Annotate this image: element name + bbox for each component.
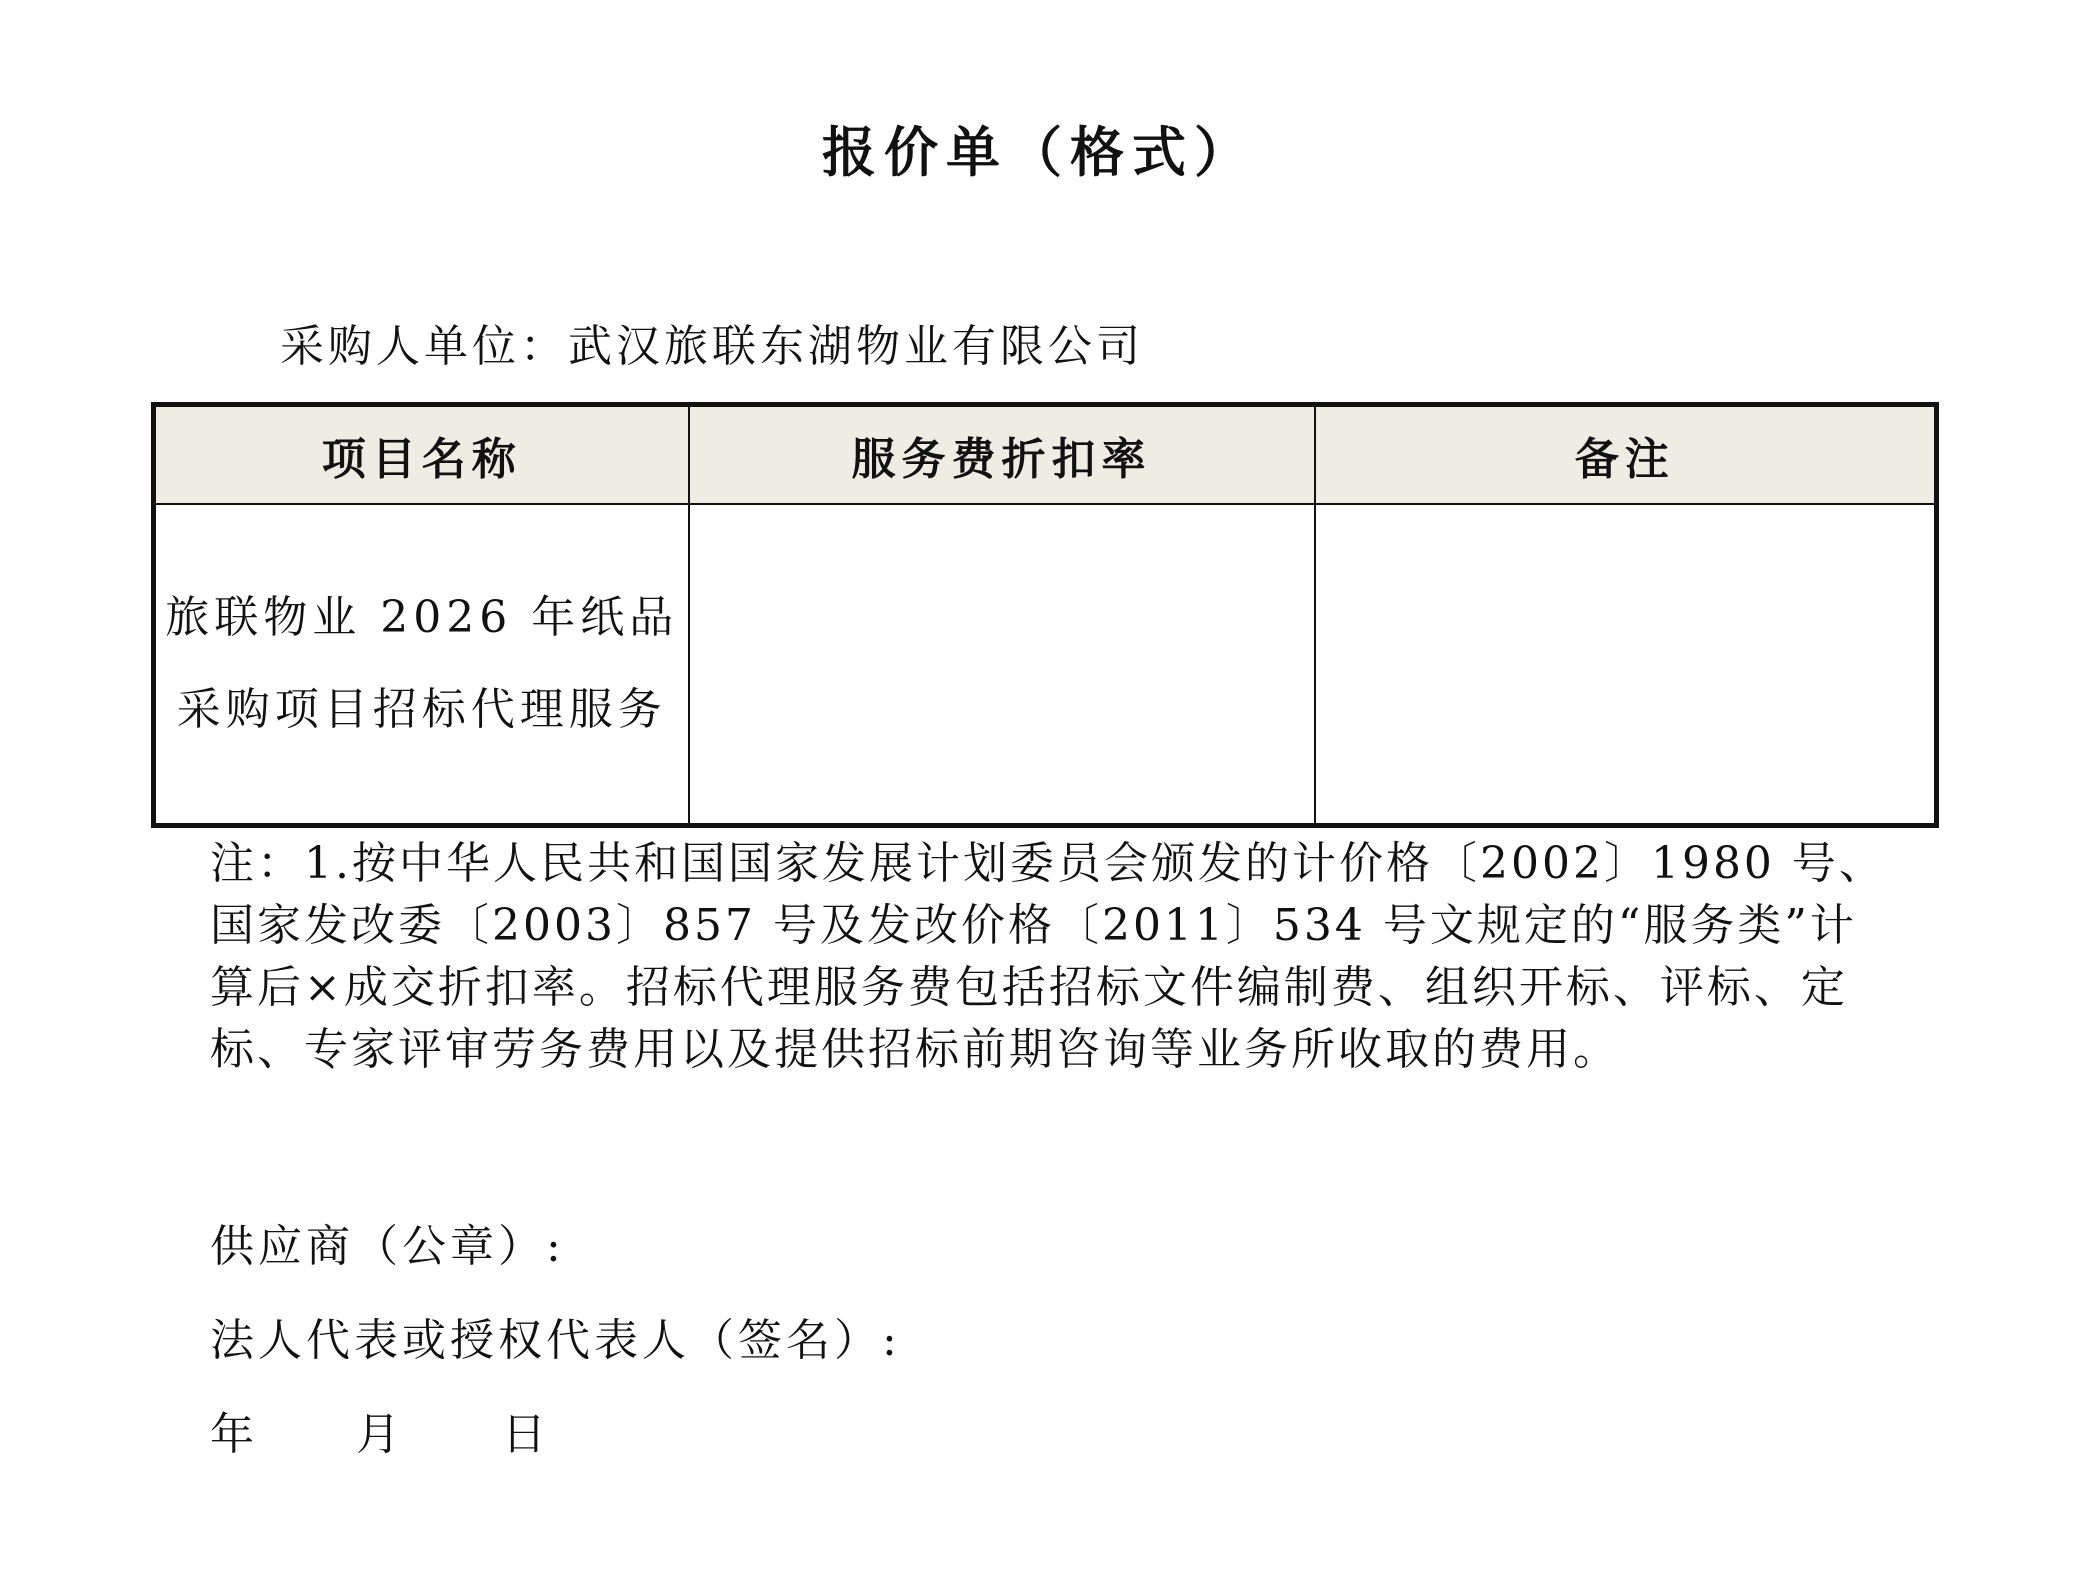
header-project-name: 项目名称 [154, 405, 689, 505]
header-discount-rate: 服务费折扣率 [689, 405, 1315, 505]
table-header-row [154, 405, 1937, 505]
fee-note: 注：1.按中华人民共和国国家发展计划委员会颁发的计价格〔2002〕1980 号、国家发改委〔2003〕857 号及发改价格〔2011〕534 号文规定的“服务类”计算后×成交折扣率。招标代理服务费包括招标文件编制费、组织开标、评标、定标、专家评审劳务费用以及提供招标前期咨询等业务所收取的费用。 [210, 838, 1886, 1075]
representative-signature-line: 法人代表或授权代表人（签名）: [210, 1315, 901, 1366]
document-title: 报价单（格式） [822, 121, 1256, 184]
date-line [210, 1398, 648, 1462]
quote-table [151, 402, 1939, 828]
purchaser-unit: 采购人单位：武汉旅联东湖物业有限公司 [280, 321, 1144, 372]
project-name-line2: 采购项目招标代理服务 [176, 684, 667, 735]
table-row [154, 504, 1937, 826]
date-year: 年 [210, 1409, 254, 1460]
header-remark: 备注 [1315, 405, 1937, 505]
discount-rate-cell[interactable] [689, 504, 1315, 826]
supplier-seal-line: 供应商（公章）: [210, 1221, 565, 1272]
date-month: 月 [356, 1409, 400, 1460]
project-name-line1: 旅联物业 2026 年纸品 [165, 592, 679, 643]
project-name-cell [154, 504, 689, 826]
remark-cell[interactable] [1315, 504, 1937, 826]
date-day: 日 [502, 1409, 546, 1460]
